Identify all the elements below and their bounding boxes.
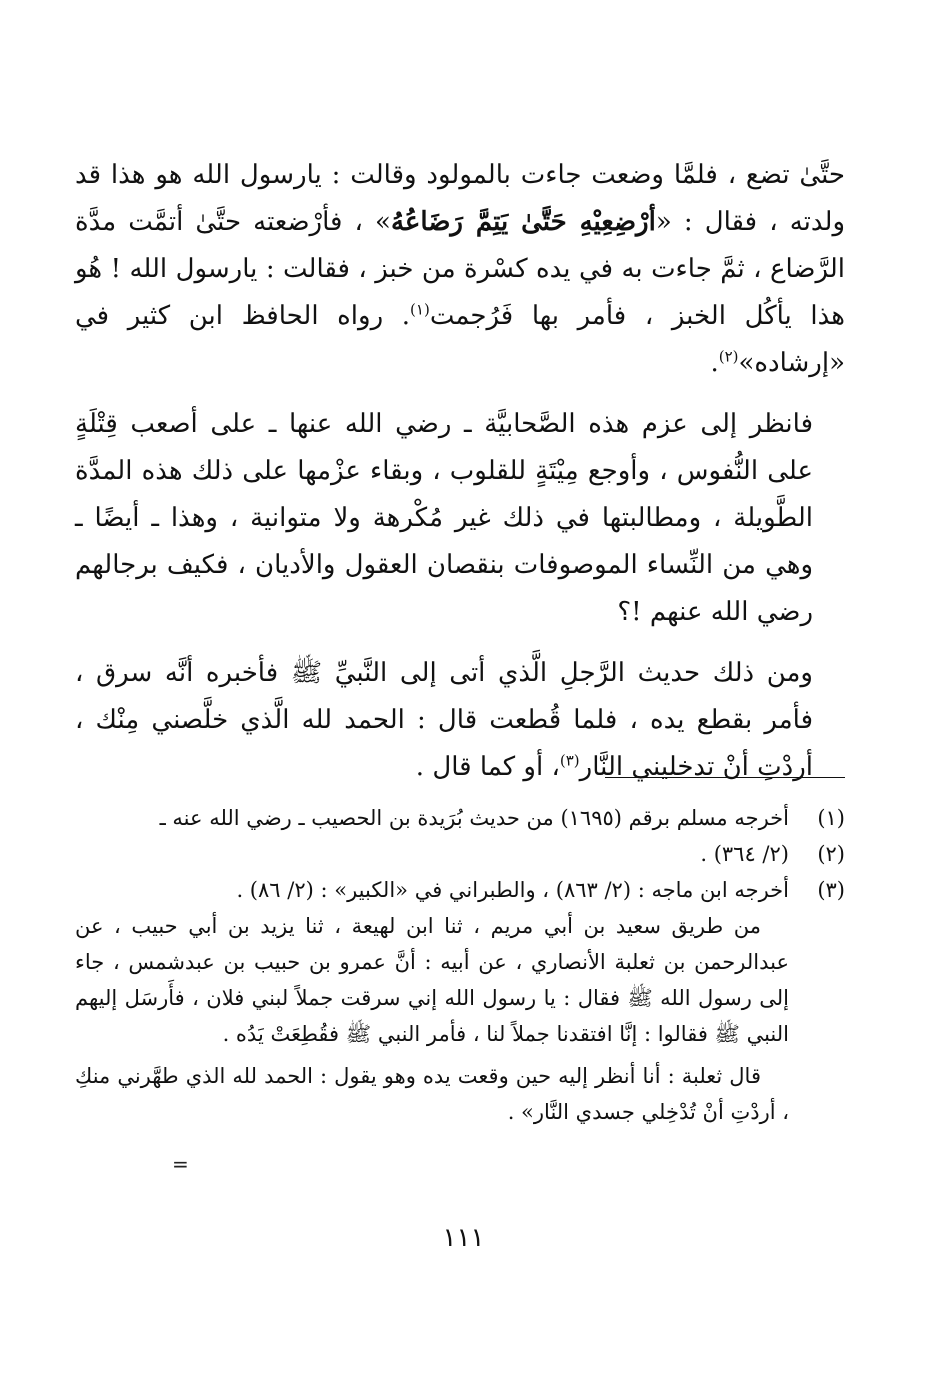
footnote-2 (75, 836, 845, 872)
footnote-number: (٢) (817, 842, 845, 866)
footnote-3 (75, 872, 845, 908)
footnote-text: أخرجه ابن ماجه : (٢/ ٨٦٣) ، والطبراني في «الكبير» : (٢/ ٨٦) . (236, 878, 789, 902)
paragraph-3: ومن ذلك حديث الرَّجلِ الَّذي أتى إلى النَّبيِّ ﷺ فأخبره أنَّه سرق ، فأمر بقطع يده ، فلما قُطعت قال : الحمد لله الَّذي خلَّصني مِنْك ، أردْتِ أنْ تدخليني النَّار$^{(٣)}$، أو كما قال . (75, 658, 813, 782)
footnote-1 (75, 800, 845, 836)
hadith-quote: أرْضِعِيْهِ حَتَّىٰ يَتِمَّ رَضَاعُهُ (390, 207, 656, 237)
footnote-ref-2[interactable]: (٢) (718, 347, 739, 366)
paragraph-2: فانظر إلى عزم هذه الصَّحابيَّة ـ رضي الله عنها ـ على أصعب قِتْلَةٍ على النُّفوس ، وأوجع مِيْتَةٍ للقلوب ، وبقاء عزْمها على ذلك هذه المدَّة الطَّويلة ، ومطالبتها في ذلك غير مُكْرهة ولا متوانية ، وهذا ـ أيضًا ـ وهي من النِّساء الموصوفات بنقصان العقول والأديان ، فكيف برجالهم رضي الله عنهم !؟ (75, 409, 813, 627)
footnote-number: (١) (817, 806, 845, 830)
footnote-3-narration: قال ثعلبة : أنا أنظر إليه حين وقعت يده وهو يقول : الحمد لله الذي طهَّرني منكِ ، أردْتِ أنْ تُدْخِلي جسدي النَّار» . (75, 1064, 789, 1124)
paragraph-1: حتَّىٰ تضع ، فلمَّا وضعت جاءت بالمولود وقالت : يارسول الله هو هذا قد ولدته ، فقال : «أرْضِعِيْهِ حَتَّىٰ يَتِمَّ رَضَاعُهُ» ، فأرْضعته حتَّىٰ أتمَّت مدَّة الرَّضاع ، ثمَّ جاءت به في يده كسْرة من خبز ، فقالت : يارسول الله ! هُو هذا يأكُل الخبز ، فأمر بها فَرُجمت$^{(١)}$. رواه الحافظ ابن كثير في «إرشاده»$^{(٢)}$. (75, 160, 845, 378)
footnote-separator (605, 777, 845, 778)
continuation-mark: = (172, 1152, 189, 1176)
footnote-ref-3[interactable]: (٣) (559, 751, 580, 770)
main-text (75, 152, 845, 791)
footnote-text: (٢/ ٣٦٤) . (700, 842, 789, 866)
footnote-3-chain: من طريق سعيد بن أبي مريم ، ثنا ابن لهيعة ، ثنا يزيد بن أبي حبيب ، عن عبدالرحمن بن ثعلبة الأنصاري ، عن أبيه : أنَّ عمرو بن حبيب بن عبدشمس ، جاء إلى رسول الله ﷺ فقال : يا رسول الله إني سرقت جملاً لبني فلان ، فأَرسَل إليهم النبي ﷺ فقالوا : إنَّا افتقدنا جملاً لنا ، فأمر النبي ﷺ فقُطِعَتْ يَدُه . (75, 914, 789, 1046)
footnote-ref-1[interactable]: (١) (410, 300, 430, 319)
footnote-text: أخرجه مسلم برقم (١٦٩٥) من حديث بُرَيدة بن الحصيب ـ رضي الله عنه ـ (159, 806, 789, 830)
page-number: ١١١ (442, 1223, 485, 1253)
footnotes (75, 800, 845, 1130)
footnote-number: (٣) (817, 878, 845, 902)
